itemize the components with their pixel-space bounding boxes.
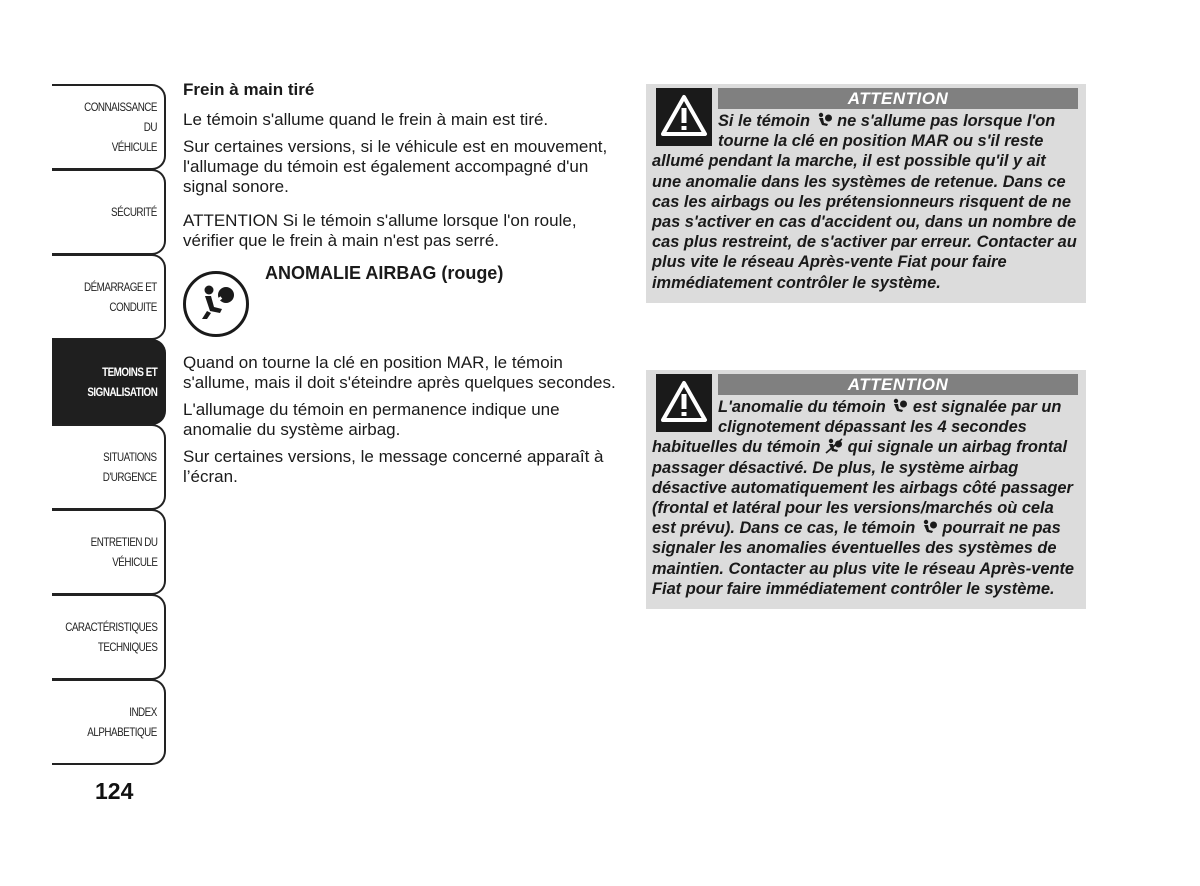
tab-demarrage-conduite[interactable]: DÉMARRAGE ET CONDUITE <box>52 254 166 340</box>
paragraph: Le témoin s'allume quand le frein à main est tiré. <box>183 110 549 129</box>
tab-entretien-vehicule[interactable]: ENTRETIEN DU VÉHICULE <box>52 509 166 595</box>
warning-box-1 <box>646 84 1086 303</box>
paragraph: Quand on tourne la clé en position MAR, le témoin s'allume, mais il doit s'éteindre après quelques secondes. <box>183 353 616 392</box>
section-heading-handbrake: Frein à main tiré <box>183 80 315 99</box>
left-column <box>183 80 623 494</box>
tab-index-alphabetique[interactable]: INDEX ALPHABETIQUE <box>52 679 166 765</box>
passenger-airbag-off-icon <box>825 438 843 454</box>
warning-box-2 <box>646 370 1086 609</box>
tab-securite[interactable]: SÉCURITÉ <box>52 169 166 255</box>
paragraph: ATTENTION Si le témoin s'allume lorsque l'on roule, vérifier que le frein à main n'est pas serré. <box>183 211 577 250</box>
tab-caracteristiques-techniques[interactable]: CARACTÉRISTIQUES TECHNIQUES <box>52 594 166 680</box>
paragraph: Sur certaines versions, le message concerné apparaît à l’écran. <box>183 447 604 486</box>
tab-connaissance-vehicule[interactable]: CONNAISSANCE DU VÉHICULE <box>52 84 166 170</box>
airbag-warning-icon <box>183 271 249 337</box>
warning-triangle-icon <box>656 88 712 146</box>
tab-temoins-signalisation[interactable]: TEMOINS ET SIGNALISATION <box>52 339 166 425</box>
airbag-icon <box>815 112 833 128</box>
airbag-icon <box>890 398 908 414</box>
warning-title: ATTENTION <box>718 374 1078 395</box>
tab-situations-urgence[interactable]: SITUATIONS D'URGENCE <box>52 424 166 510</box>
warning-text: L'anomalie du témoin est signalée par un clignotement dépassant les 4 secondes habituelles du témoin qui signale un airbag frontal passager désactivé. De plus, le système airbag désactive automatiquement les airbags côté passager (frontal et latéral pour les versions/marchés où cela est prévu). Dans ce cas, le témoin pourrait ne pas signaler les anomalies éventuelles des systèmes de maintien. Contacter au plus vite le réseau Après-vente Fiat pour faire immédiatement contrôler le système. <box>652 398 1075 598</box>
paragraph: Sur certaines versions, si le véhicule est en mouvement, l'allumage du témoin est également accompagné d'un signal sonore. <box>183 137 608 196</box>
paragraph: L'allumage du témoin en permanence indique une anomalie du système airbag. <box>183 400 560 439</box>
warning-triangle-icon <box>656 374 712 432</box>
airbag-icon <box>920 519 938 535</box>
warning-text: Si le témoin ne s'allume pas lorsque l'on tourne la clé en position MAR ou s'il reste allumé pendant la marche, il est possible qu'il y ait une anomalie dans les systèmes de retenue. Dans ce cas les airbags ou les prétensionneurs risquent de ne pas s'activer en cas d'accident ou, dans un nombre de cas plus restreint, de s'activer par erreur. Contacter au plus vite le réseau Après-vente Fiat pour faire immédiatement contrôler le système. <box>652 112 1077 292</box>
chapter-tabs <box>52 84 166 765</box>
warning-title: ATTENTION <box>718 88 1078 109</box>
airbag-section-header <box>183 263 623 353</box>
page-number: 124 <box>95 778 134 804</box>
section-heading-airbag: ANOMALIE AIRBAG (rouge) <box>265 263 504 283</box>
